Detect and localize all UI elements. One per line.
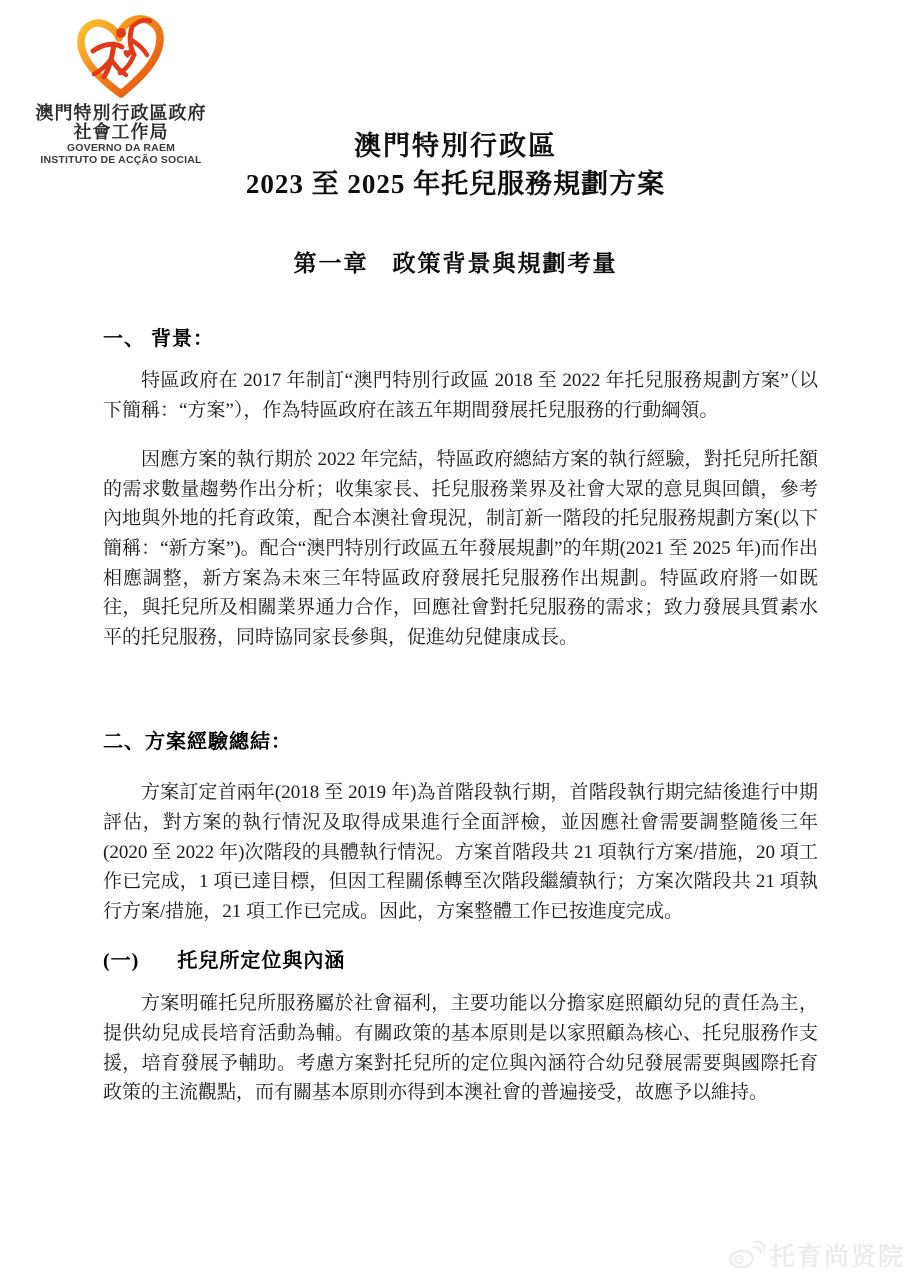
subsection-number: (一) xyxy=(103,950,140,973)
watermark xyxy=(729,1237,905,1273)
document-title-line2: 2023 至 2025 年托兒服務規劃方案 xyxy=(245,169,666,199)
heart-family-logo-icon xyxy=(71,14,171,100)
paragraph: 因應方案的執行期於 2022 年完結，特區政府總結方案的執行經驗，對托兒所托額的需求數量趨勢作出分析；收集家長、托兒服務業界及社會大眾的意見與回饋，參考內地與外地的托育政策，配合本澳社會現況，制訂新一階段的托兒服務規劃方案(以下簡稱：“新方案”)。配合“澳門特別行政區五年發展規劃”的年期(2021 至 2025 年)而作出相應調整，新方案為未來三年特區政府發展托兒服務作出規劃。特區政府將一如既往，與托兒所及相關業界通力合作，回應社會對托兒服務的需求；致力發展具質素水平的托兒服務，同時協同家長參與，促進幼兒健康成長。 xyxy=(103,449,818,648)
agency-letterhead xyxy=(28,14,214,166)
subsection-heading-positioning xyxy=(103,948,818,974)
section-heading-summary: 二、方案經驗總結： xyxy=(103,731,292,754)
watermark-text: 托育尚贤院 xyxy=(769,1243,905,1271)
section-heading-background: 一、 背景： xyxy=(103,328,214,350)
agency-dept-pt: INSTITUTO DE ACÇÃO SOCIAL xyxy=(40,154,202,166)
chapter-heading xyxy=(0,249,911,279)
agency-dept-zh: 社會工作局 xyxy=(73,122,169,142)
chapter-title: 政策背景與規劃考量 xyxy=(392,251,618,276)
subsection-title: 托兒所定位與內涵 xyxy=(177,950,346,973)
chapter-number: 第一章 xyxy=(293,251,369,276)
document-title-line1: 澳門特別行政區 xyxy=(354,131,557,161)
weibo-icon xyxy=(729,1240,765,1270)
paragraph: 方案明確托兒所服務屬於社會福利，主要功能以分擔家庭照顧幼兒的責任為主，提供幼兒成長培育活動為輔。有關政策的基本原則是以家照顧為核心、托兒服務作支援，培育發展予輔助。考慮方案對托兒所的定位與內涵符合幼兒發展需要與國際托育政策的主流觀點，而有關基本原則亦得到本澳社會的普遍接受，故應予以維持。 xyxy=(103,993,818,1104)
agency-name-pt: GOVERNO DA RAEM xyxy=(66,142,176,154)
document-body xyxy=(0,327,911,1108)
paragraph: 特區政府在 2017 年制訂“澳門特別行政區 2018 至 2022 年托兒服務規劃方案”（以下簡稱：“方案”），作為特區政府在該五年期間發展托兒服務的行動綱領。 xyxy=(103,370,818,421)
paragraph: 方案訂定首兩年(2018 至 2019 年)為首階段執行期，首階段執行期完結後進行中期評估，對方案的執行情況及取得成果進行全面評檢，並因應社會需要調整隨後三年(2020 至 2022 年)次階段的具體執行情況。方案首階段共 21 項執行方案/措施，20 項工作已完成，1 項已達目標，但因工程關係轉至次階段繼續執行；方案次階段共 21 項執行方案/措施，21 項工作已完成。因此，方案整體工作已按進度完成。 xyxy=(103,782,818,922)
agency-name-zh: 澳門特別行政區政府 xyxy=(35,103,207,123)
